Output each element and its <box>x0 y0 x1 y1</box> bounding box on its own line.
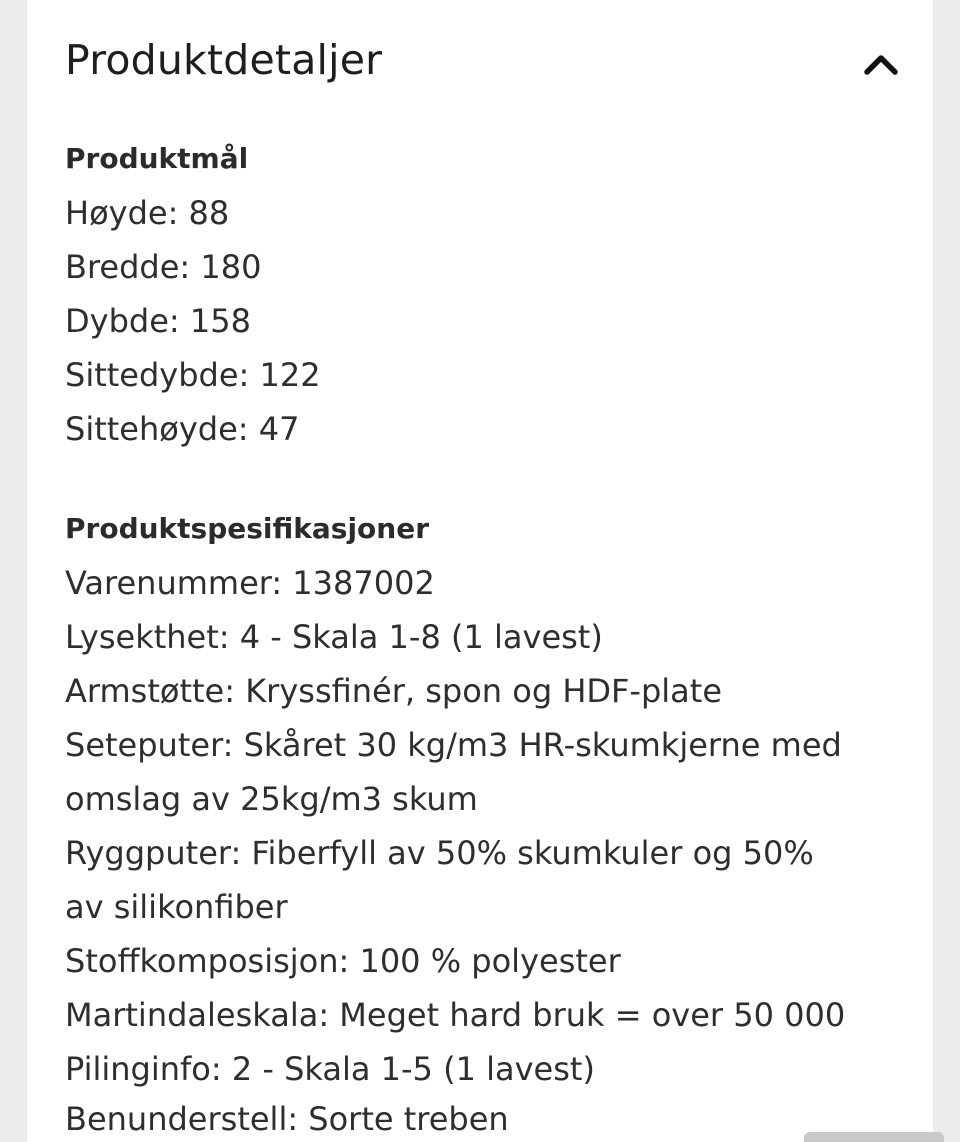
spec-seat-cushions-cont: omslag av 25kg/m3 skum <box>65 780 478 818</box>
product-details-panel <box>27 0 933 1142</box>
spec-pilling: Pilinginfo: 2 - Skala 1-5 (1 lavest) <box>65 1050 595 1088</box>
spec-item-number: Varenummer: 1387002 <box>65 564 435 602</box>
spec-fabric-composition: Stoffkomposisjon: 100 % polyester <box>65 942 621 980</box>
section-spacer <box>65 456 915 502</box>
measurement-depth: Dybde: 158 <box>65 302 251 340</box>
spec-legs: Benunderstell: Sorte treben <box>65 1100 509 1138</box>
section-title-measurements: Produktmål <box>65 142 249 175</box>
product-details-content <box>65 132 915 1096</box>
chevron-up-icon <box>859 44 903 84</box>
measurement-width: Bredde: 180 <box>65 248 262 286</box>
measurement-seat-height: Sittehøyde: 47 <box>65 410 300 448</box>
spec-lightfastness: Lysekthet: 4 - Skala 1-8 (1 lavest) <box>65 618 603 656</box>
spec-back-cushions-cont: av silikonfiber <box>65 888 288 926</box>
spec-martindale: Martindaleskala: Meget hard bruk = over 50 000 <box>65 996 846 1034</box>
page-title: Produktdetaljer <box>65 36 383 84</box>
measurement-seat-depth: Sittedybde: 122 <box>65 356 321 394</box>
section-title-specifications: Produktspesifikasjoner <box>65 512 430 545</box>
spec-armrest: Armstøtte: Kryssfinér, spon og HDF-plate <box>65 672 723 710</box>
product-details-header <box>65 34 903 90</box>
spec-seat-cushions: Seteputer: Skåret 30 kg/m3 HR-skumkjerne med <box>65 726 842 764</box>
spec-back-cushions: Ryggputer: Fiberfyll av 50% skumkuler og 50% <box>65 834 814 872</box>
collapse-button[interactable] <box>859 44 903 84</box>
home-indicator <box>804 1132 944 1142</box>
measurement-height: Høyde: 88 <box>65 194 230 232</box>
